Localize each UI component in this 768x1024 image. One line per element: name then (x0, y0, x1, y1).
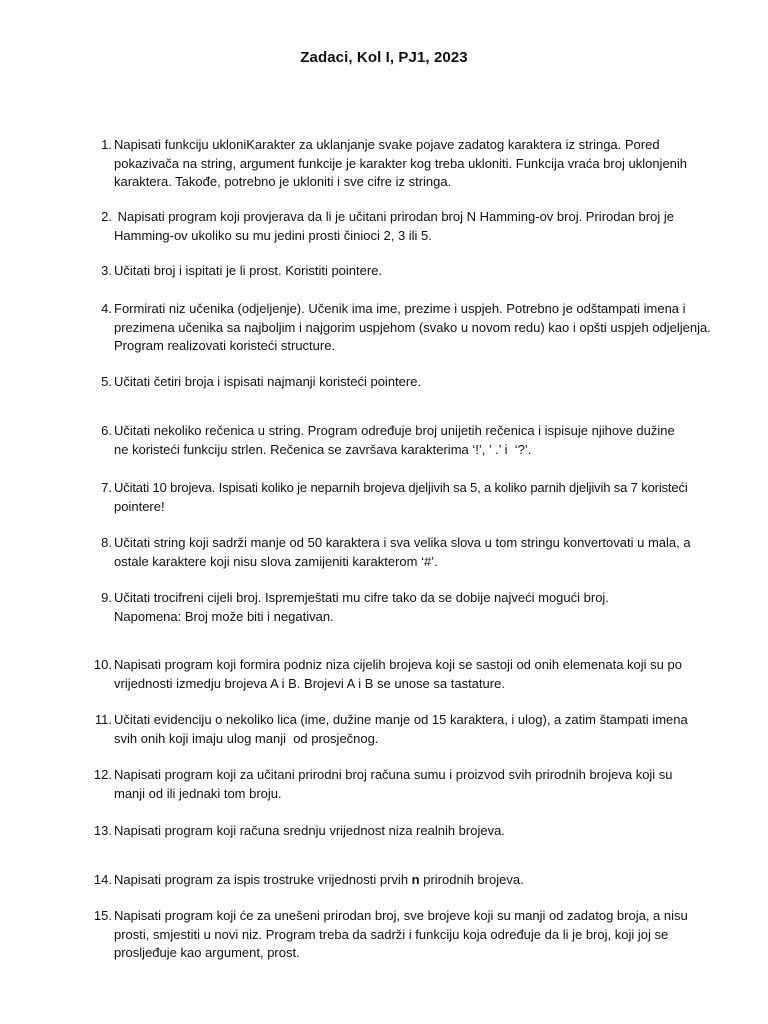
task-line: Hamming-ov ukoliko su mu jedini prosti činioci 2, 3 ili 5. (114, 227, 432, 243)
task-text (114, 136, 714, 192)
task-line: Program realizovati koristeći structure. (114, 338, 336, 353)
task-line: Učitati četiri broja i ispisati najmanji koristeći pointere. (114, 374, 422, 389)
task-line: pointere! (114, 498, 165, 514)
task-line: ne koristeći funkciju strlen. Rečenica se završava karakterima ‘!’, ’ .’ i ‘?’. (114, 441, 532, 457)
task-text (114, 479, 714, 516)
task-text (114, 589, 714, 626)
task-line: Učitati trocifreni cijeli broj. Ispremještati mu cifre tako da se dobije najveći mogući broj. (114, 590, 609, 605)
document-title: Zadaci, Kol I, PJ1, 2023 (300, 49, 468, 66)
task-text (114, 262, 714, 281)
task-number: 9. (101, 590, 112, 605)
task-line: prosljeđuje kao argument, prost. (114, 945, 300, 960)
task-line: Napisati program koji računa srednju vrijednost niza realnih brojeva. (114, 823, 505, 838)
task-text (114, 871, 714, 890)
task-text (114, 373, 714, 392)
task-line: karaktera. Takođe, potrebno je ukloniti i sve cifre iz stringa. (114, 174, 452, 189)
task-number: 8. (101, 535, 112, 550)
task-line: pokazivača na string, argument funkcije je karakter kog treba ukloniti. Funkcija vraća broj uklonjenih (114, 155, 688, 171)
task-line: manji od ili jednaki tom broju. (114, 785, 282, 801)
task-text (114, 422, 714, 459)
task-number: 6. (101, 423, 112, 438)
task-line: Napisati program koji provjerava da li je učitani prirodan broj N Hamming-ov broj. Prirodan broj je (114, 209, 674, 224)
task-line: Napisati program koji formira podniz niza cijelih brojeva koji se sastoji od onih elemenata koji su po (114, 657, 682, 672)
task-number: 1. (101, 137, 112, 152)
task-line: Napomena: Broj može biti i negativan. (114, 608, 334, 624)
task-text (114, 711, 714, 748)
task-line-suffix: prirodnih brojeva. (419, 872, 524, 887)
task-line (114, 871, 714, 890)
task-line: prezimena učenika sa najboljim i najgorim uspjehom (svako u novom redu) kao i opšti uspjeh odjeljenja. (114, 319, 711, 335)
task-text (114, 656, 714, 693)
task-number: 3. (101, 263, 112, 278)
task-line: svih onih koji imaju ulog manji od prosječnog. (114, 730, 379, 746)
task-number: 4. (101, 301, 112, 316)
task-number: 12. (93, 767, 112, 782)
task-text (114, 300, 714, 356)
task-line: Učitati nekoliko rečenica u string. Program određuje broj unijetih rečenica i ispisuje njihove dužine (114, 423, 675, 438)
task-text (114, 907, 714, 963)
task-number: 14. (93, 872, 112, 887)
task-line: Učitati string koji sadrži manje od 50 karaktera i sva velika slova u tom stringu konvertovati u mala, a (114, 535, 691, 550)
task-line: Učitati 10 brojeva. Ispisati koliko je neparnih brojeva djeljivih sa 5, a koliko parnih djeljivih sa 7 koristeći (114, 480, 688, 495)
task-line-prefix: Napisati program za ispis trostruke vrijednosti prvih (114, 872, 412, 887)
task-text (114, 534, 714, 571)
task-line: Napisati program koji će za unešeni prirodan broj, sve brojeve koji su manji od zadatog broja, a nisu (114, 908, 688, 923)
task-text (114, 208, 714, 245)
task-text (114, 822, 714, 841)
task-number: 5. (101, 374, 112, 389)
task-line: prosti, smjestiti u novi niz. Program treba da sadrži i funkciju koja određuje da li je broj, koji joj se (114, 926, 669, 942)
task-number: 7. (101, 480, 112, 495)
task-text (114, 766, 714, 803)
task-line-bold-variable: n (411, 872, 420, 887)
task-line: vrijednosti izmedju brojeva A i B. Brojevi A i B se unose sa tastature. (114, 675, 505, 691)
task-line: ostale karaktere koji nisu slova zamijeniti karakterom ‘#’. (114, 553, 438, 569)
task-line: Napisati funkciju ukloniKarakter za uklanjanje svake pojave zadatog karaktera iz stringa. Pored (114, 137, 660, 152)
task-number: 10. (93, 657, 112, 672)
task-number: 13. (93, 823, 112, 838)
task-number: 15. (93, 908, 112, 923)
task-line: Formirati niz učenika (odjeljenje). Učenik ima ime, prezime i uspjeh. Potrebno je odštampati imena i (114, 301, 686, 316)
task-number: 11. (94, 712, 112, 727)
task-line: Učitati evidenciju o nekoliko lica (ime, dužine manje od 15 karaktera, i ulog), a zatim štampati imena (114, 712, 688, 727)
task-line: Učitati broj i ispitati je li prost. Koristiti pointere. (114, 263, 383, 278)
task-line: Napisati program koji za učitani prirodni broj računa sumu i proizvod svih prirodnih brojeva koji su (114, 767, 673, 782)
task-number: 2. (101, 209, 112, 224)
